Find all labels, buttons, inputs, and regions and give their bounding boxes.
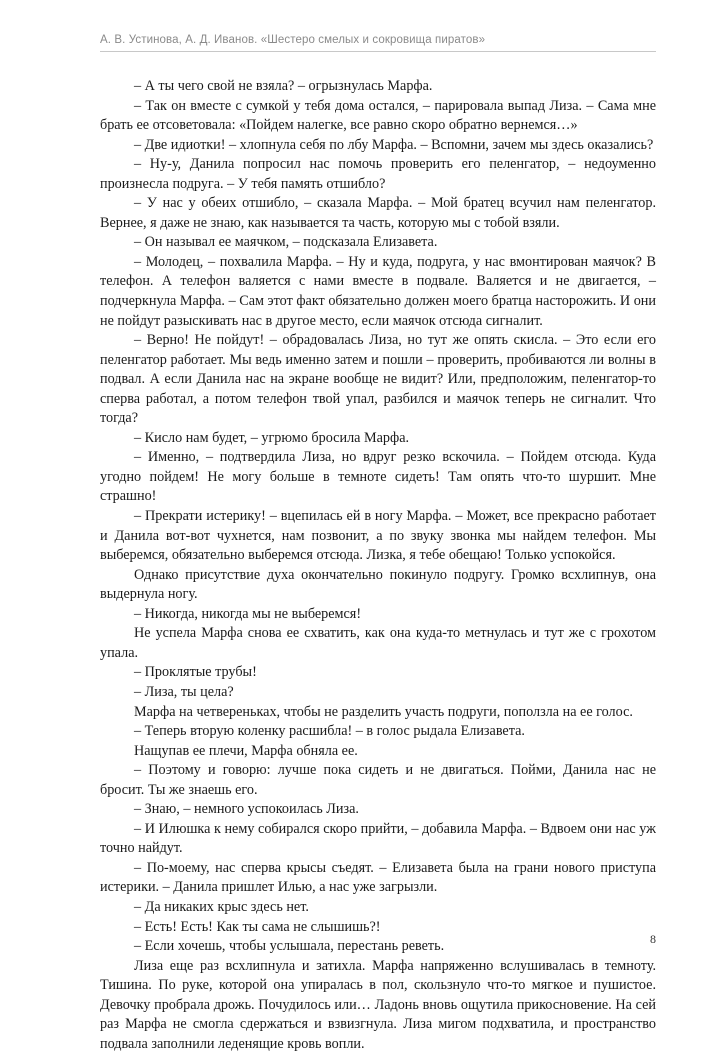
paragraph: Не успела Марфа снова ее схватить, как она куда-то метнулась и тут же с грохотом упала. <box>100 625 656 661</box>
paragraph: – Кисло нам будет, – угрюмо бросила Марфа. <box>134 429 410 446</box>
paragraph: – Прекрати истерику! – вцепилась ей в ногу Марфа. – Может, все прекрасно работает и Данила вот-вот чухнется, нам позвонит, а по звуку звонка мы найдем телефон. Мы выберемся, обязательно выберемся отсюда. Лизка, я тебе обещаю! Только успокойся. <box>100 508 656 564</box>
paragraph: – По-моему, нас сперва крысы съедят. – Елизавета была на грани нового приступа истерики. – Данила пришлет Илью, а нас уже загрызли. <box>100 859 656 896</box>
paragraph: – Если хочешь, чтобы услышала, перестань реветь. <box>134 938 445 955</box>
paragraph: Нащупав ее плечи, Марфа обняла ее. <box>134 742 358 759</box>
paragraph: Лиза еще раз всхлипнула и затихла. Марфа напряженно вслушивалась в темноту. Тишина. По руке, которой она упиралась в пол, скользнуло что-то мягкое и пушистое. Девочку пробрала дрожь. Почудилось или… Ладонь вновь ощутила прикосновение. На сей раз Марфа не смогла сдержаться и взвизгнула. Лиза мигом подхватила, и пространство подвала заполнили леденящие кровь вопли. <box>100 957 656 1052</box>
running-header: А. В. Устинова, А. Д. Иванов. «Шестеро смелых и сокровища пиратов» <box>100 34 486 46</box>
paragraph: – Никогда, никогда мы не выберемся! <box>134 605 362 622</box>
paragraph: – Он называл ее маячком, – подсказала Елизавета. <box>134 234 438 251</box>
paragraph: – Ну-у, Данила попросил нас помочь проверить его пеленгатор, – недоуменно произнесла подруга. – У тебя память отшибло? <box>100 156 656 192</box>
paragraph: – Лиза, ты цела? <box>134 683 234 700</box>
page-number: 8 <box>650 932 656 946</box>
body-text <box>100 77 656 1054</box>
paragraph: – Теперь вторую коленку расшибла! – в голос рыдала Елизавета. <box>134 723 525 740</box>
paragraph: – Есть! Есть! Как ты сама не слышишь?! <box>134 918 381 935</box>
paragraph: – Молодец, – похвалила Марфа. – Ну и куда, подруга, у нас вмонтирован маячок? В телефон. А телефон валяется с нами вместе в подвале. Валяется и не двигается, – подчеркнула Марфа. – Сам этот факт обязательно должен моего братца насторожить. И они не пойдут разыскивать нас в другое место, если маячок отсюда сигналит. <box>100 253 656 329</box>
paragraph: Марфа на четвереньках, чтобы не разделить участь подруги, поползла на ее голос. <box>134 703 633 720</box>
paragraph: – Знаю, – немного успокоилась Лиза. <box>134 801 359 818</box>
paragraph: – Так он вместе с сумкой у тебя дома остался, – парировала выпад Лиза. – Сама мне брать ее отсоветовала: «Пойдем налегке, все равно скоро обратно вернемся…» <box>100 97 656 134</box>
paragraph: – Проклятые трубы! <box>134 664 257 681</box>
paragraph: – Да никаких крыс здесь нет. <box>134 898 309 915</box>
paragraph: – Верно! Не пойдут! – обрадовалась Лиза, но тут же опять скисла. – Это если его пеленгатор работает. Мы ведь именно затем и пошли – проверить, пробиваются ли волны в подвал. А если Данила нас на экране вообще не видит? Или, предположим, пеленгатор-то сперва работал, а потом телефон твой упал, разбился и маячок теперь не сигналит. Что тогда? <box>100 332 656 427</box>
paragraph: – Две идиотки! – хлопнула себя по лбу Марфа. – Вспомни, зачем мы здесь оказались? <box>134 136 654 153</box>
paragraph: – Поэтому и говорю: лучше пока сидеть и не двигаться. Пойми, Данила нас не бросит. Ты же знаешь его. <box>100 762 656 798</box>
paragraph: – У нас у обеих отшибло, – сказала Марфа. – Мой братец всучил нам пеленгатор. Вернее, я даже не знаю, как называется та часть, которую мы с тобой взяли. <box>100 195 656 231</box>
paragraph: – И Илюшка к нему собирался скоро прийти, – добавила Марфа. – Вдвоем они нас уж точно найдут. <box>100 820 656 857</box>
paragraph: – Именно, – подтвердила Лиза, но вдруг резко вскочила. – Пойдем отсюда. Куда угодно пойдем! Не могу больше в темноте сидеть! Там опять что-то шуршит. Мне страшно! <box>100 449 656 505</box>
header-divider <box>100 51 656 52</box>
paragraph: – А ты чего свой не взяла? – огрызнулась Марфа. <box>134 78 433 94</box>
paragraph: Однако присутствие духа окончательно покинуло подругу. Громко всхлипнув, она выдернула ногу. <box>100 566 656 603</box>
